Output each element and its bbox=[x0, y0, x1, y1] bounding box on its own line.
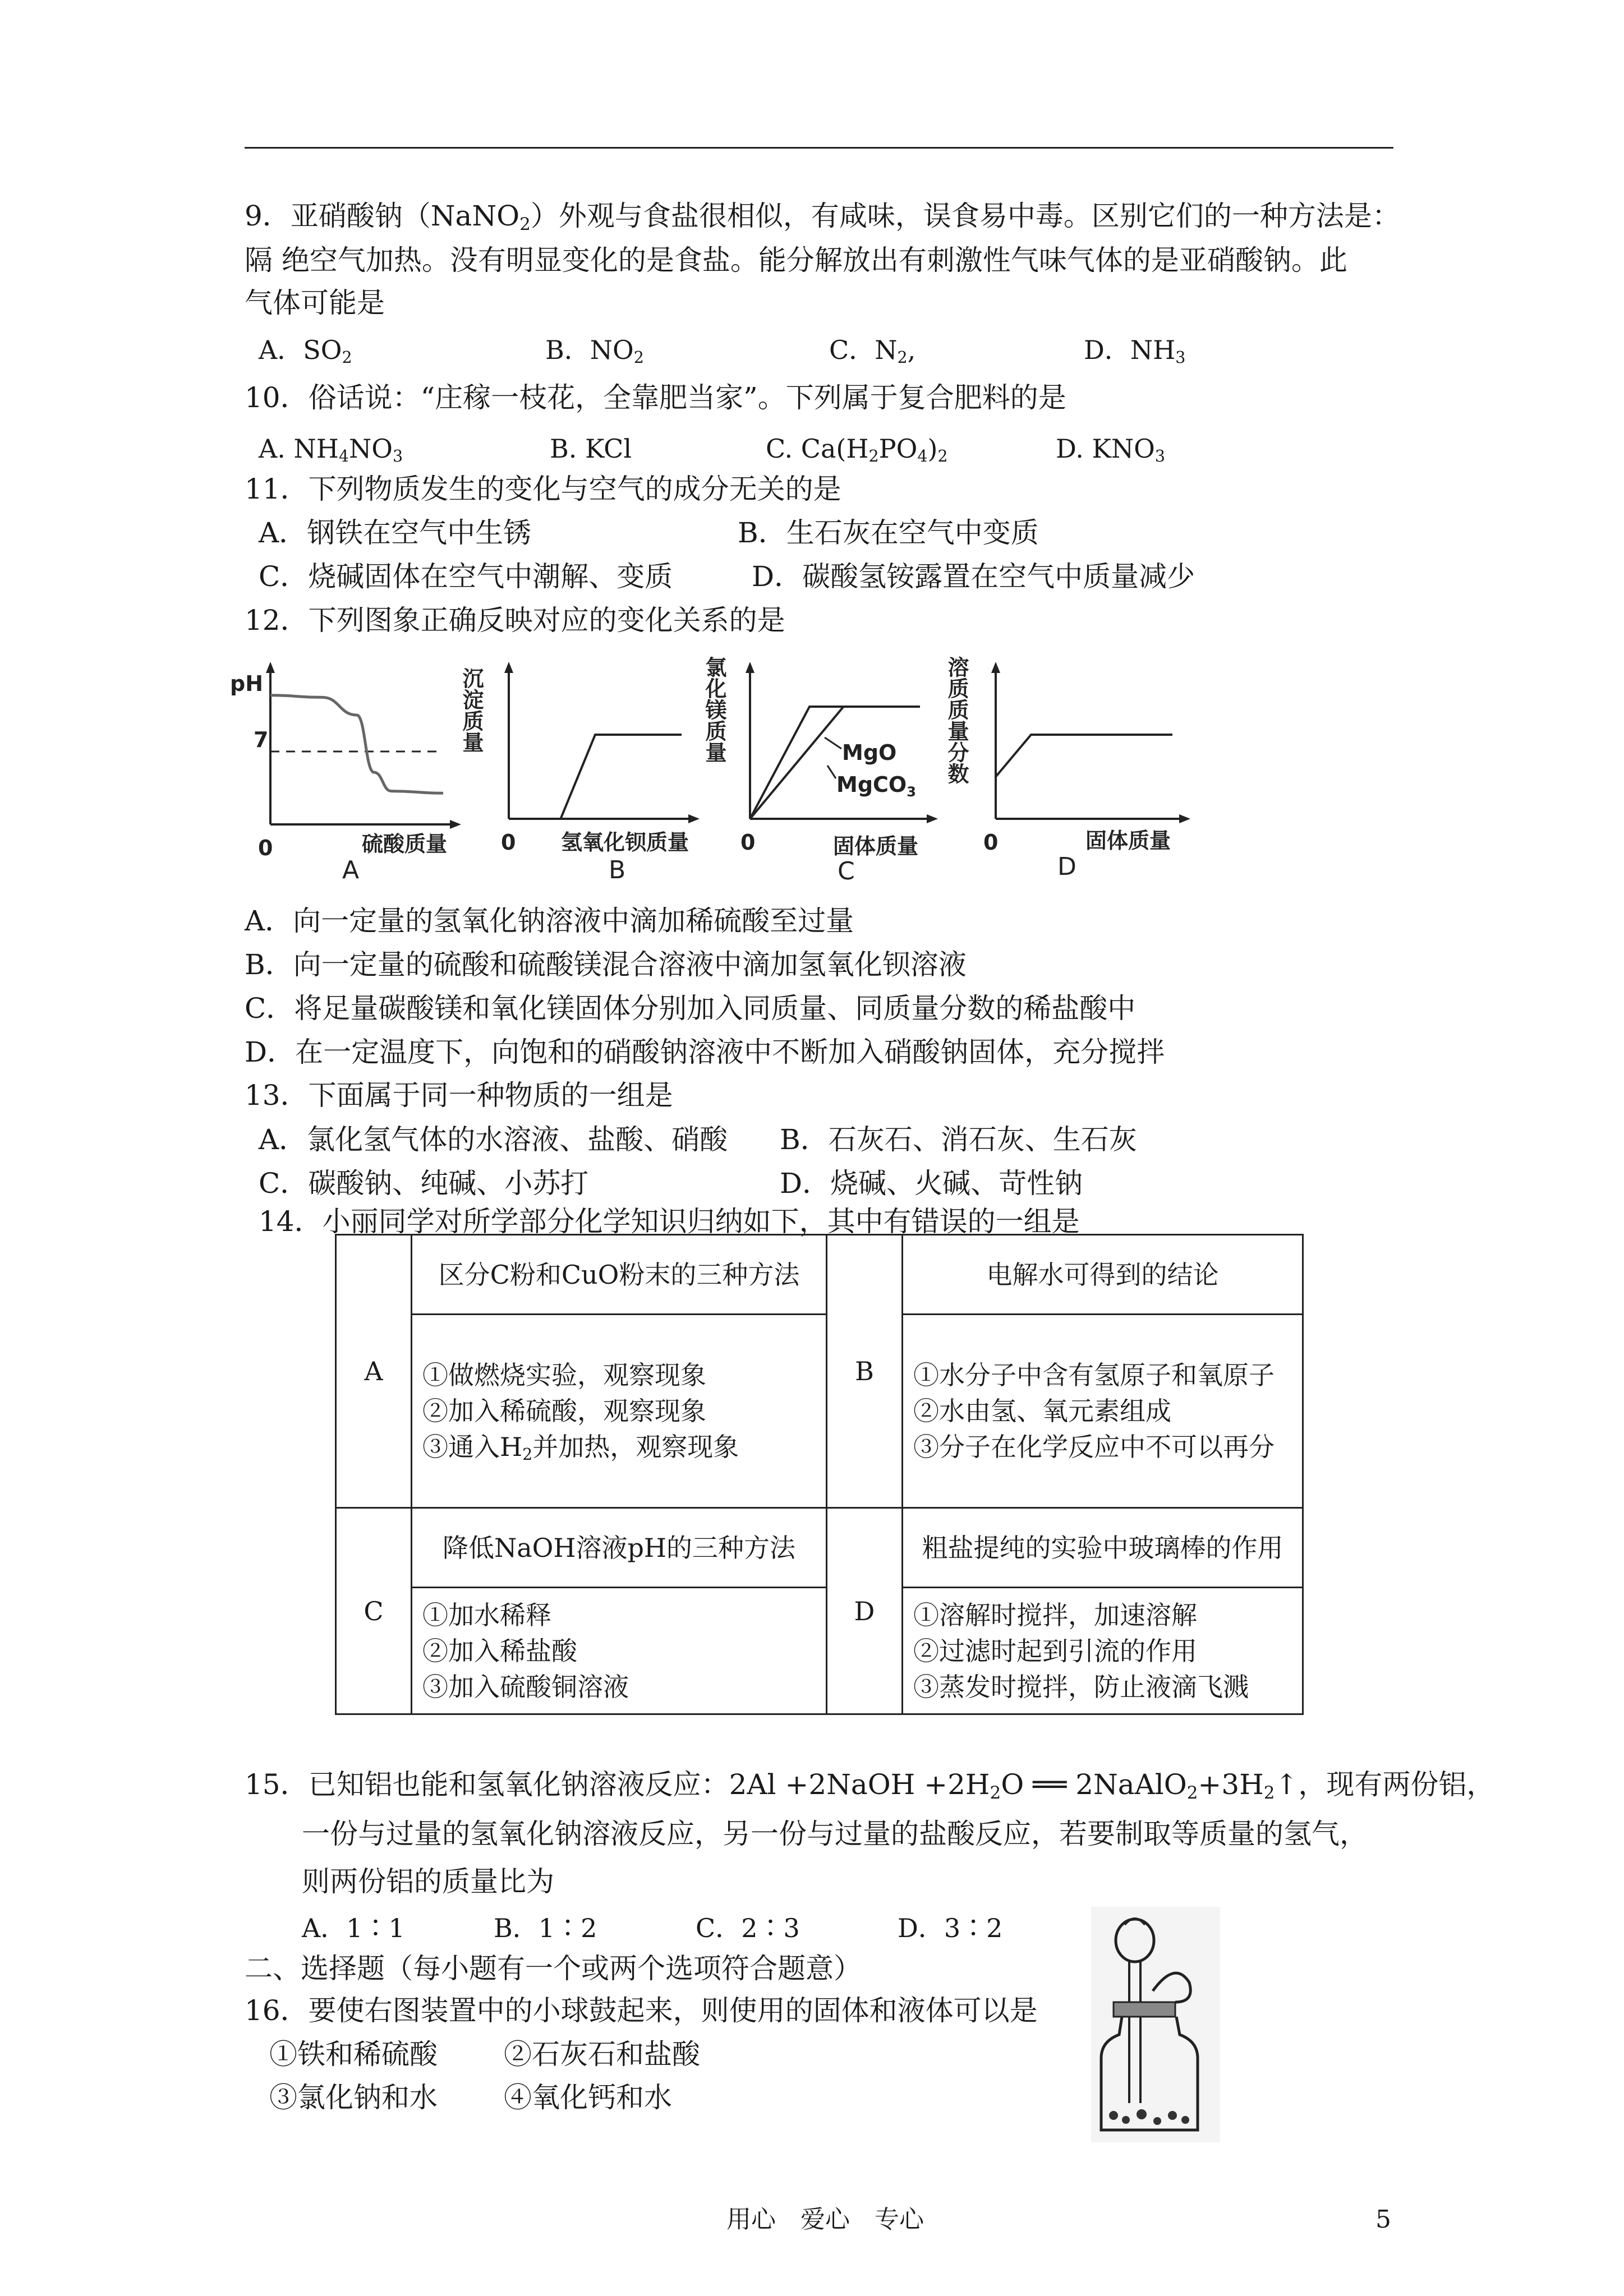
q13-option-c: C．碳酸钠、纯碱、小苏打 bbox=[259, 1167, 589, 1200]
q16-option-2: ②石灰石和盐酸 bbox=[504, 2038, 700, 2071]
chart-a-ytick: 7 bbox=[254, 727, 269, 752]
chart-b-xlabel: 氢氧化钡质量 bbox=[561, 830, 689, 855]
apparatus-background bbox=[1091, 1907, 1220, 2142]
chart-c-y-arrow bbox=[746, 662, 755, 673]
q16-option-1: ①铁和稀硫酸 bbox=[269, 2038, 438, 2071]
table-d-item: ③蒸发时搅拌，防止液滴飞溅 bbox=[913, 1671, 1249, 1702]
chart-c-ylabel: 氯化镁质量 bbox=[702, 656, 726, 763]
chart-a-ylabel: pH bbox=[230, 671, 264, 696]
table-header-c: 降低NaOH溶液pH的三种方法 bbox=[412, 1508, 827, 1588]
chart-b-ylabel: 沉淀质量 bbox=[459, 667, 484, 753]
q12-option-d: D．在一定温度下，向饱和的硝酸钠溶液中不断加入硝酸钠固体，充分搅拌 bbox=[245, 1036, 1165, 1068]
q15-option-a: A．1∶1 bbox=[302, 1913, 405, 1943]
table-c-item: ①加水稀释 bbox=[422, 1599, 551, 1630]
chart-b-origin: 0 bbox=[501, 830, 516, 855]
chart-b bbox=[459, 645, 704, 884]
q13-text: 13．下面属于同一种物质的一组是 bbox=[245, 1079, 673, 1112]
chart-b-y-arrow bbox=[504, 662, 513, 673]
chart-d bbox=[944, 645, 1198, 881]
table-key-b: B bbox=[827, 1235, 903, 1508]
table-b-item: ①水分子中含有氢原子和氧原子 bbox=[913, 1360, 1275, 1390]
chart-b-series-line bbox=[509, 735, 682, 819]
q13-option-d: D．烧碱、火碱、苛性钠 bbox=[780, 1167, 1083, 1200]
table-a-item: ③通入$H_2$并加热，观察现象 bbox=[422, 1432, 739, 1464]
table-a-item: ②加入稀硫酸，观察现象 bbox=[422, 1396, 706, 1426]
table-cell-d-items bbox=[903, 1588, 1303, 1714]
q11-option-d: D．碳酸氢铵露置在空气中质量减少 bbox=[752, 560, 1195, 593]
chart-a bbox=[230, 645, 466, 884]
q9-option-d: D．$NH_3$ bbox=[1084, 335, 1186, 367]
table-key-d: D bbox=[827, 1508, 903, 1714]
q10-option-a: A. $NH_4NO_3$ bbox=[259, 434, 403, 466]
q15-line1: 15．已知铝也能和氢氧化钠溶液反应：2Al +2NaOH $+2H_2O$ ══ $2NaAlO_2+3H_2↑$，现有两份铝， bbox=[245, 1768, 1495, 1803]
chart-d-origin: 0 bbox=[983, 830, 999, 855]
table-cell-b-items bbox=[903, 1315, 1303, 1508]
chart-a-caption: A bbox=[342, 856, 360, 884]
table-b-item: ②水由氢、氧元素组成 bbox=[913, 1396, 1171, 1426]
footer-motto: 用心 爱心 专心 bbox=[726, 2205, 924, 2234]
q13-option-b: B．石灰石、消石灰、生石灰 bbox=[780, 1123, 1137, 1156]
q9-line1: 9．亚硝酸钠（NaNO$_2$）外观与食盐很相似，有咸味，误食易中毒。区别它们的一种方法是： bbox=[245, 200, 1400, 234]
page-number: 5 bbox=[1375, 2205, 1391, 2234]
q12-option-a: A．向一定量的氢氧化钠溶液中滴加稀硫酸至过量 bbox=[245, 905, 854, 937]
knowledge-table bbox=[335, 1234, 1304, 1715]
table-header-a: 区分C粉和CuO粉末的三种方法 bbox=[412, 1235, 827, 1315]
chart-b-x-arrow bbox=[688, 814, 700, 823]
chart-c-caption: C bbox=[838, 857, 855, 886]
table-b-item: ③分子在化学反应中不可以再分 bbox=[913, 1432, 1275, 1462]
table-cell-c-items bbox=[412, 1588, 827, 1714]
chart-d-y-arrow bbox=[991, 662, 1000, 673]
q16-option-4: ④氧化钙和水 bbox=[504, 2081, 672, 2114]
table-header-b: 电解水可得到的结论 bbox=[903, 1235, 1303, 1315]
q15-line3: 则两份铝的质量比为 bbox=[302, 1865, 554, 1898]
table-d-item: ①溶解时搅拌，加速溶解 bbox=[913, 1599, 1197, 1630]
q14-text: 14．小丽同学对所学部分化学知识归纳如下，其中有错误的一组是 bbox=[259, 1205, 1080, 1238]
q10-text: 10．俗话说：“庄稼一枝花，全靠肥当家”。下列属于复合肥料的是 bbox=[245, 381, 1066, 414]
table-c-item: ②加入稀盐酸 bbox=[422, 1635, 577, 1666]
q10-option-b: B. KCl bbox=[550, 434, 632, 464]
chart-a-origin: 0 bbox=[258, 836, 273, 860]
chart-d-series-line bbox=[996, 735, 1172, 777]
q16-option-3: ③氯化钠和水 bbox=[269, 2081, 438, 2114]
chart-c-label-leader-mgo bbox=[825, 737, 841, 749]
chart-b-caption: B bbox=[609, 856, 626, 884]
q13-option-a: A．氯化氢气体的水溶液、盐酸、硝酸 bbox=[259, 1123, 728, 1156]
q9-option-c: C．$N_2$, bbox=[829, 335, 916, 367]
table-key-c: C bbox=[336, 1508, 412, 1714]
table-cell-a-items bbox=[412, 1315, 827, 1508]
table-key-a: A bbox=[336, 1235, 412, 1508]
chart-d-x-arrow bbox=[1179, 814, 1190, 823]
q15-option-d: D．3∶2 bbox=[898, 1913, 1003, 1943]
q11-option-c: C．烧碱固体在空气中潮解、变质 bbox=[259, 560, 673, 593]
q10-option-c: C. $Ca(H_2PO_4)_2$ bbox=[766, 434, 948, 466]
stopper bbox=[1114, 2002, 1175, 2017]
q16-text: 16．要使右图装置中的小球鼓起来，则使用的固体和液体可以是 bbox=[245, 1994, 1038, 2027]
q10-option-d: D. $KNO_3$ bbox=[1056, 434, 1165, 466]
chart-a-y-arrow bbox=[266, 662, 275, 673]
chart-a-x-arrow bbox=[450, 820, 461, 829]
chart-c-label-leader-mgco3 bbox=[827, 766, 836, 778]
q9-option-a: A．$SO_2$ bbox=[259, 335, 352, 367]
chart-d-ylabel: 溶质质量分数 bbox=[944, 656, 969, 784]
chart-d-caption: D bbox=[1057, 852, 1076, 881]
chart-c bbox=[702, 645, 940, 886]
q11-option-a: A．钢铁在空气中生锈 bbox=[259, 517, 532, 549]
q12-option-b: B．向一定量的硫酸和硫酸镁混合溶液中滴加氢氧化钡溶液 bbox=[245, 948, 967, 981]
chart-c-xlabel: 固体质量 bbox=[833, 834, 919, 859]
chart-c-origin: 0 bbox=[740, 830, 756, 855]
table-a-item: ①做燃烧实验，观察现象 bbox=[422, 1360, 706, 1390]
q12-text: 12．下列图象正确反映对应的变化关系的是 bbox=[245, 604, 785, 637]
header-rule bbox=[245, 147, 1393, 149]
chart-d-xlabel: 固体质量 bbox=[1085, 828, 1171, 853]
section-2-heading: 二、选择题（每小题有一个或两个选项符合题意） bbox=[245, 1952, 862, 1985]
balloon-flask-apparatus-image bbox=[1091, 1907, 1220, 2142]
chart-c-series-label-mgo: MgO bbox=[842, 740, 897, 765]
q9-line3: 气体可能是 bbox=[245, 287, 385, 319]
chart-c-series-label-mgco3: MgCO$_3$ bbox=[836, 772, 916, 800]
chart-c-x-arrow bbox=[927, 814, 938, 823]
chart-a-series-line bbox=[270, 695, 443, 794]
table-c-item: ③加入硫酸铜溶液 bbox=[422, 1671, 629, 1702]
table-d-item: ②过滤时起到引流的作用 bbox=[913, 1635, 1197, 1666]
q15-option-b: B．1∶2 bbox=[494, 1913, 597, 1943]
q9-option-b: B．$NO_2$ bbox=[545, 335, 644, 367]
q12-option-c: C．将足量碳酸镁和氧化镁固体分别加入同质量、同质量分数的稀盐酸中 bbox=[245, 992, 1136, 1025]
q9-line2: 隔 绝空气加热。没有明显变化的是食盐。能分解放出有刺激性气味气体的是亚硝酸钠。此 bbox=[245, 244, 1347, 276]
q15-option-c: C．2∶3 bbox=[696, 1913, 800, 1943]
q15-line2: 一份与过量的氢氧化钠溶液反应，另一份与过量的盐酸反应，若要制取等质量的氢气， bbox=[302, 1818, 1368, 1850]
table-header-d: 粗盐提纯的实验中玻璃棒的作用 bbox=[903, 1508, 1303, 1588]
q11-text: 11．下列物质发生的变化与空气的成分无关的是 bbox=[245, 473, 841, 505]
q11-option-b: B．生石灰在空气中变质 bbox=[738, 517, 1039, 549]
chart-a-xlabel: 硫酸质量 bbox=[362, 832, 448, 856]
